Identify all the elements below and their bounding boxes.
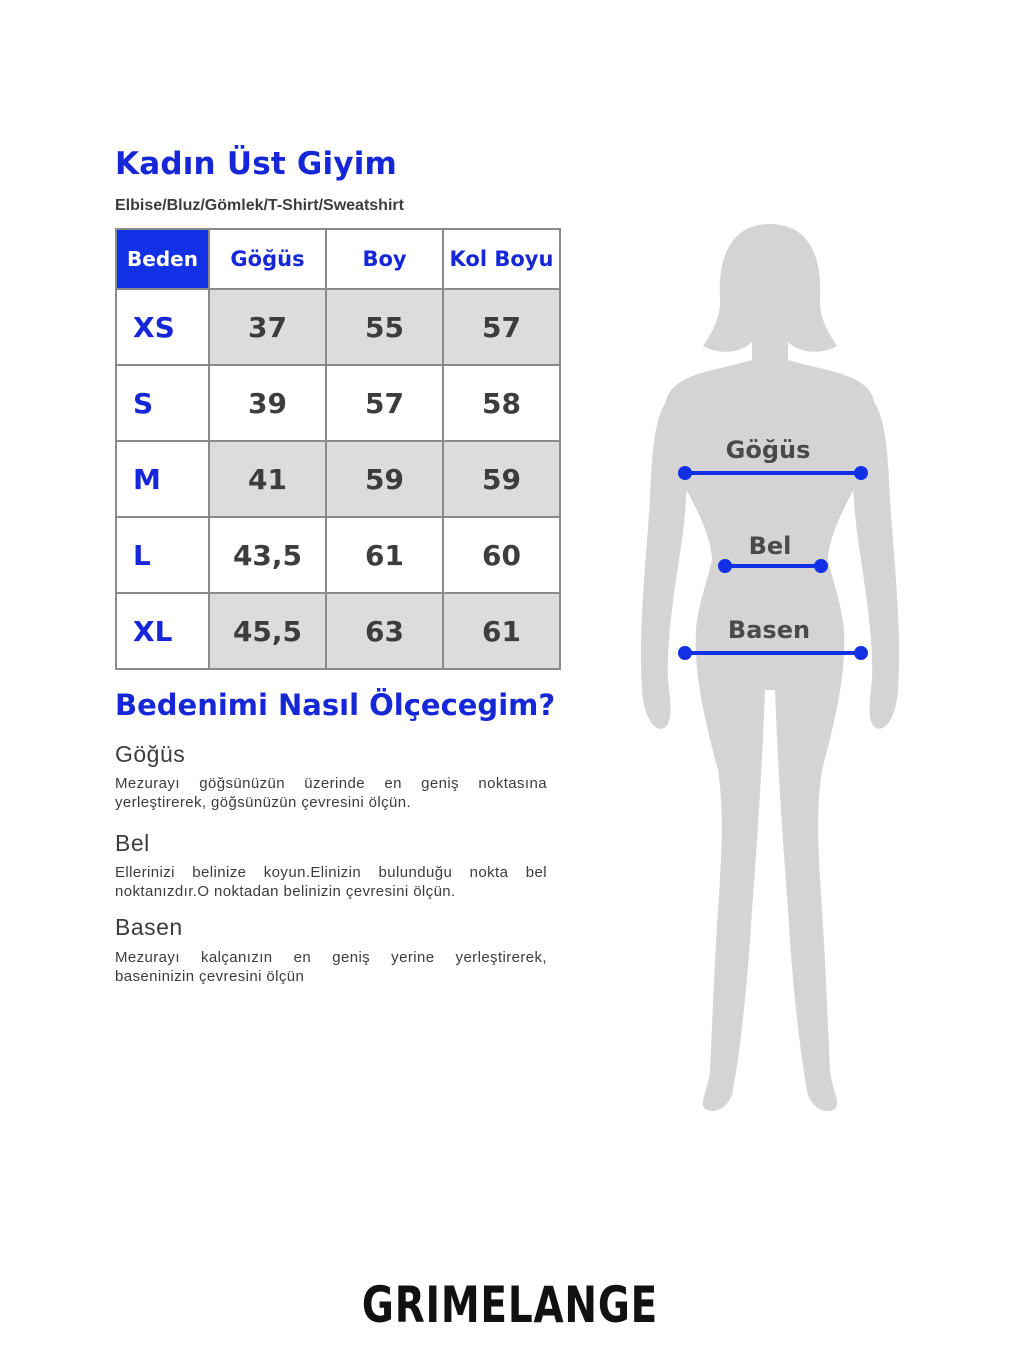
chest-left-dot — [678, 466, 692, 480]
table-row — [116, 365, 560, 441]
header-kol-boyu: Kol Boyu — [443, 229, 560, 289]
kol-value: 58 — [443, 365, 560, 441]
table-row — [116, 441, 560, 517]
body-measurement-figure — [600, 210, 940, 1130]
size-label: XS — [116, 289, 209, 365]
page-title: Kadın Üst Giyim — [115, 146, 398, 182]
guide-heading-basen: Basen — [115, 914, 183, 940]
gogus-value: 45,5 — [209, 593, 326, 669]
kol-value: 60 — [443, 517, 560, 593]
table-row — [116, 517, 560, 593]
hip-left-dot — [678, 646, 692, 660]
size-table — [115, 228, 561, 670]
waist-label: Bel — [748, 532, 792, 560]
size-label: XL — [116, 593, 209, 669]
table-header-row — [116, 229, 560, 289]
female-silhouette — [641, 224, 899, 1111]
gogus-value: 37 — [209, 289, 326, 365]
guide-heading-gogus: Göğüs — [115, 741, 186, 767]
boy-value: 57 — [326, 365, 443, 441]
guide-text-bel: Ellerinizi belinize koyun.Elinizin bulunduğu nokta bel noktanızdır.O noktadan belinizin çevresini ölçün. — [115, 864, 547, 900]
gogus-value: 41 — [209, 441, 326, 517]
gogus-value: 39 — [209, 365, 326, 441]
chest-right-dot — [854, 466, 868, 480]
guide-title: Bedenimi Nasıl Ölçecegim? — [115, 688, 556, 722]
guide-text-gogus: Mezurayı göğsünüzün üzerinde en geniş noktasına yerleştirerek, göğsünüzün çevresini ölçün. — [115, 775, 547, 811]
boy-value: 55 — [326, 289, 443, 365]
boy-value: 61 — [326, 517, 443, 593]
gogus-value: 43,5 — [209, 517, 326, 593]
waist-right-dot — [814, 559, 828, 573]
guide-text-basen: Mezurayı kalçanızın en geniş yerine yerleştirerek, baseninizin çevresini ölçün — [115, 949, 547, 985]
header-gogus: Göğüs — [209, 229, 326, 289]
hip-right-dot — [854, 646, 868, 660]
boy-value: 59 — [326, 441, 443, 517]
table-row — [116, 289, 560, 365]
page-subtitle: Elbise/Bluz/Gömlek/T-Shirt/Sweatshirt — [115, 197, 404, 214]
kol-value: 59 — [443, 441, 560, 517]
brand-logo: GRIMELANGE — [361, 1276, 659, 1334]
hip-label: Basen — [727, 616, 811, 644]
header-boy: Boy — [326, 229, 443, 289]
size-label: L — [116, 517, 209, 593]
table-row — [116, 593, 560, 669]
boy-value: 63 — [326, 593, 443, 669]
kol-value: 57 — [443, 289, 560, 365]
waist-left-dot — [718, 559, 732, 573]
size-label: M — [116, 441, 209, 517]
size-label: S — [116, 365, 209, 441]
chest-label: Göğüs — [725, 436, 811, 464]
guide-heading-bel: Bel — [115, 830, 150, 856]
header-beden: Beden — [116, 229, 209, 289]
kol-value: 61 — [443, 593, 560, 669]
